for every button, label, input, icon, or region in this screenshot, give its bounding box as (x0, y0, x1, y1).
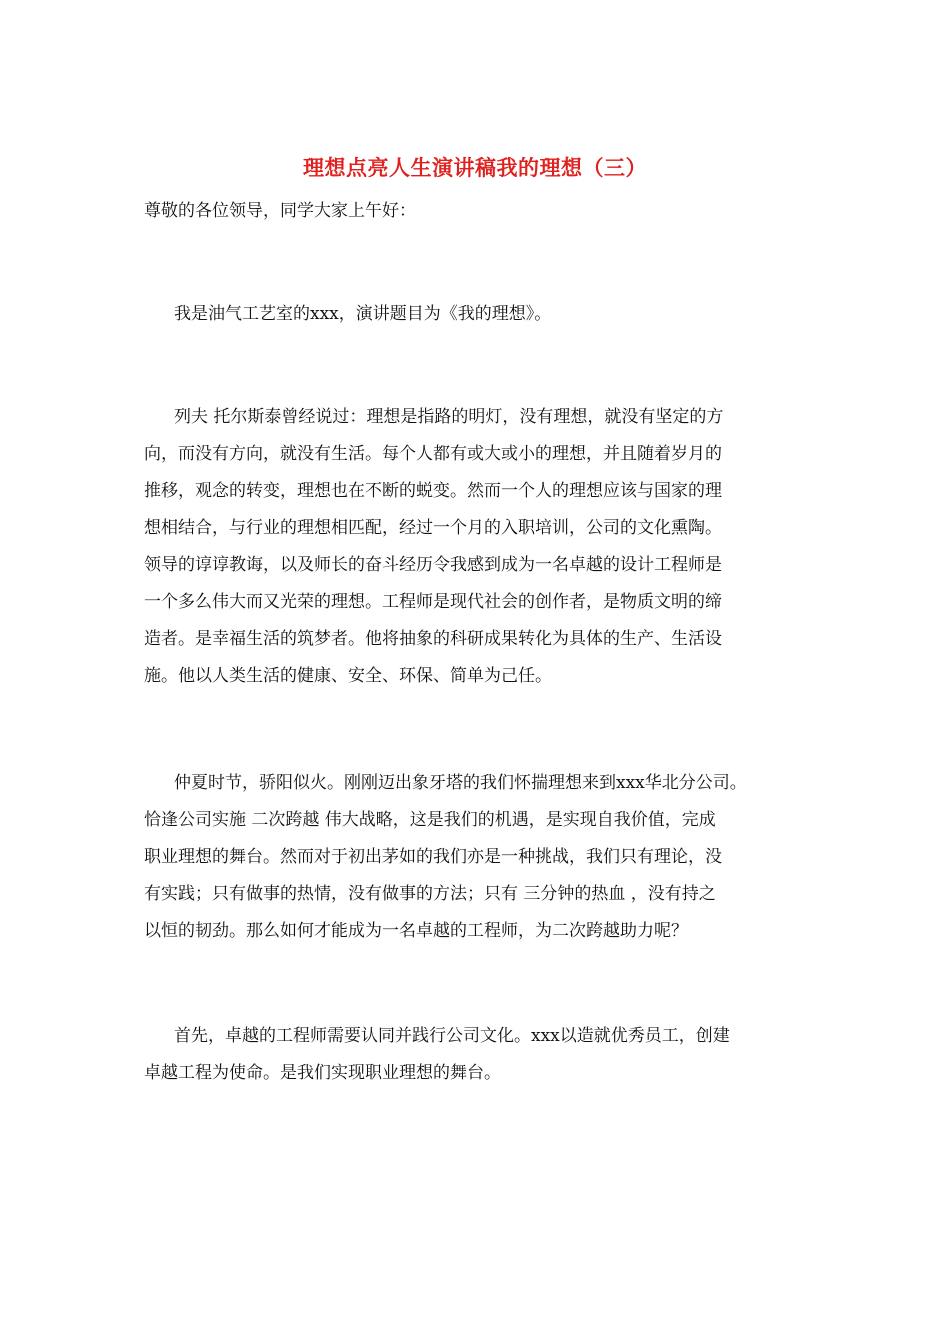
text-line: 首先，卓越的工程师需要认同并践行公司文化。xxx以造就优秀员工，创建 (174, 1026, 730, 1046)
document-title: 理想点亮人生演讲稿我的理想（三） (303, 155, 647, 180)
text-line: 仲夏时节，骄阳似火。刚刚迈出象牙塔的我们怀揣理想来到xxx华北分公司。 (174, 773, 747, 793)
paragraph-intro (144, 296, 814, 333)
text-line: 领导的谆谆教诲，以及师长的奋斗经历令我感到成为一名卓越的设计工程师是 (144, 555, 722, 575)
greeting: 尊敬的各位领导，同学大家上午好： (144, 201, 416, 221)
text-line: 造者。是幸福生活的筑梦者。他将抽象的科研成果转化为具体的生产、生活设 (144, 629, 722, 649)
text-line: 我是油气工艺室的xxx，演讲题目为《我的理想》。 (174, 304, 552, 324)
text-line: 职业理想的舞台。然而对于初出茅如的我们亦是一种挑战，我们只有理论，没 (144, 847, 722, 867)
paragraph-first-point (144, 1018, 814, 1092)
text-line: 以恒的韧劲。那么如何才能成为一名卓越的工程师，为二次跨越助力呢？ (144, 921, 688, 941)
text-line: 有实践；只有做事的热情，没有做事的方法；只有 三分钟的热血 ，没有持之 (144, 884, 716, 904)
text-line: 卓越工程为使命。是我们实现职业理想的舞台。 (144, 1063, 501, 1083)
text-line: 列夫 托尔斯泰曾经说过：理想是指路的明灯，没有理想，就没有坚定的方 (174, 407, 724, 427)
text-line: 推移，观念的转变，理想也在不断的蜕变。然而一个人的理想应该与国家的理 (144, 481, 722, 501)
text-line: 想相结合，与行业的理想相匹配，经过一个月的入职培训，公司的文化熏陶。 (144, 518, 722, 538)
text-line: 施。他以人类生活的健康、安全、环保、简单为己任。 (144, 666, 552, 686)
paragraph-midsummer (144, 765, 814, 950)
text-line: 一个多么伟大而又光荣的理想。工程师是现代社会的创作者，是物质文明的缔 (144, 592, 722, 612)
text-line: 恰逢公司实施 二次跨越 伟大战略，这是我们的机遇，是实现自我价值，完成 (144, 810, 716, 830)
paragraph-tolstoy-quote (144, 399, 814, 695)
text-line: 向，而没有方向，就没有生活。每个人都有或大或小的理想，并且随着岁月的 (144, 444, 722, 464)
